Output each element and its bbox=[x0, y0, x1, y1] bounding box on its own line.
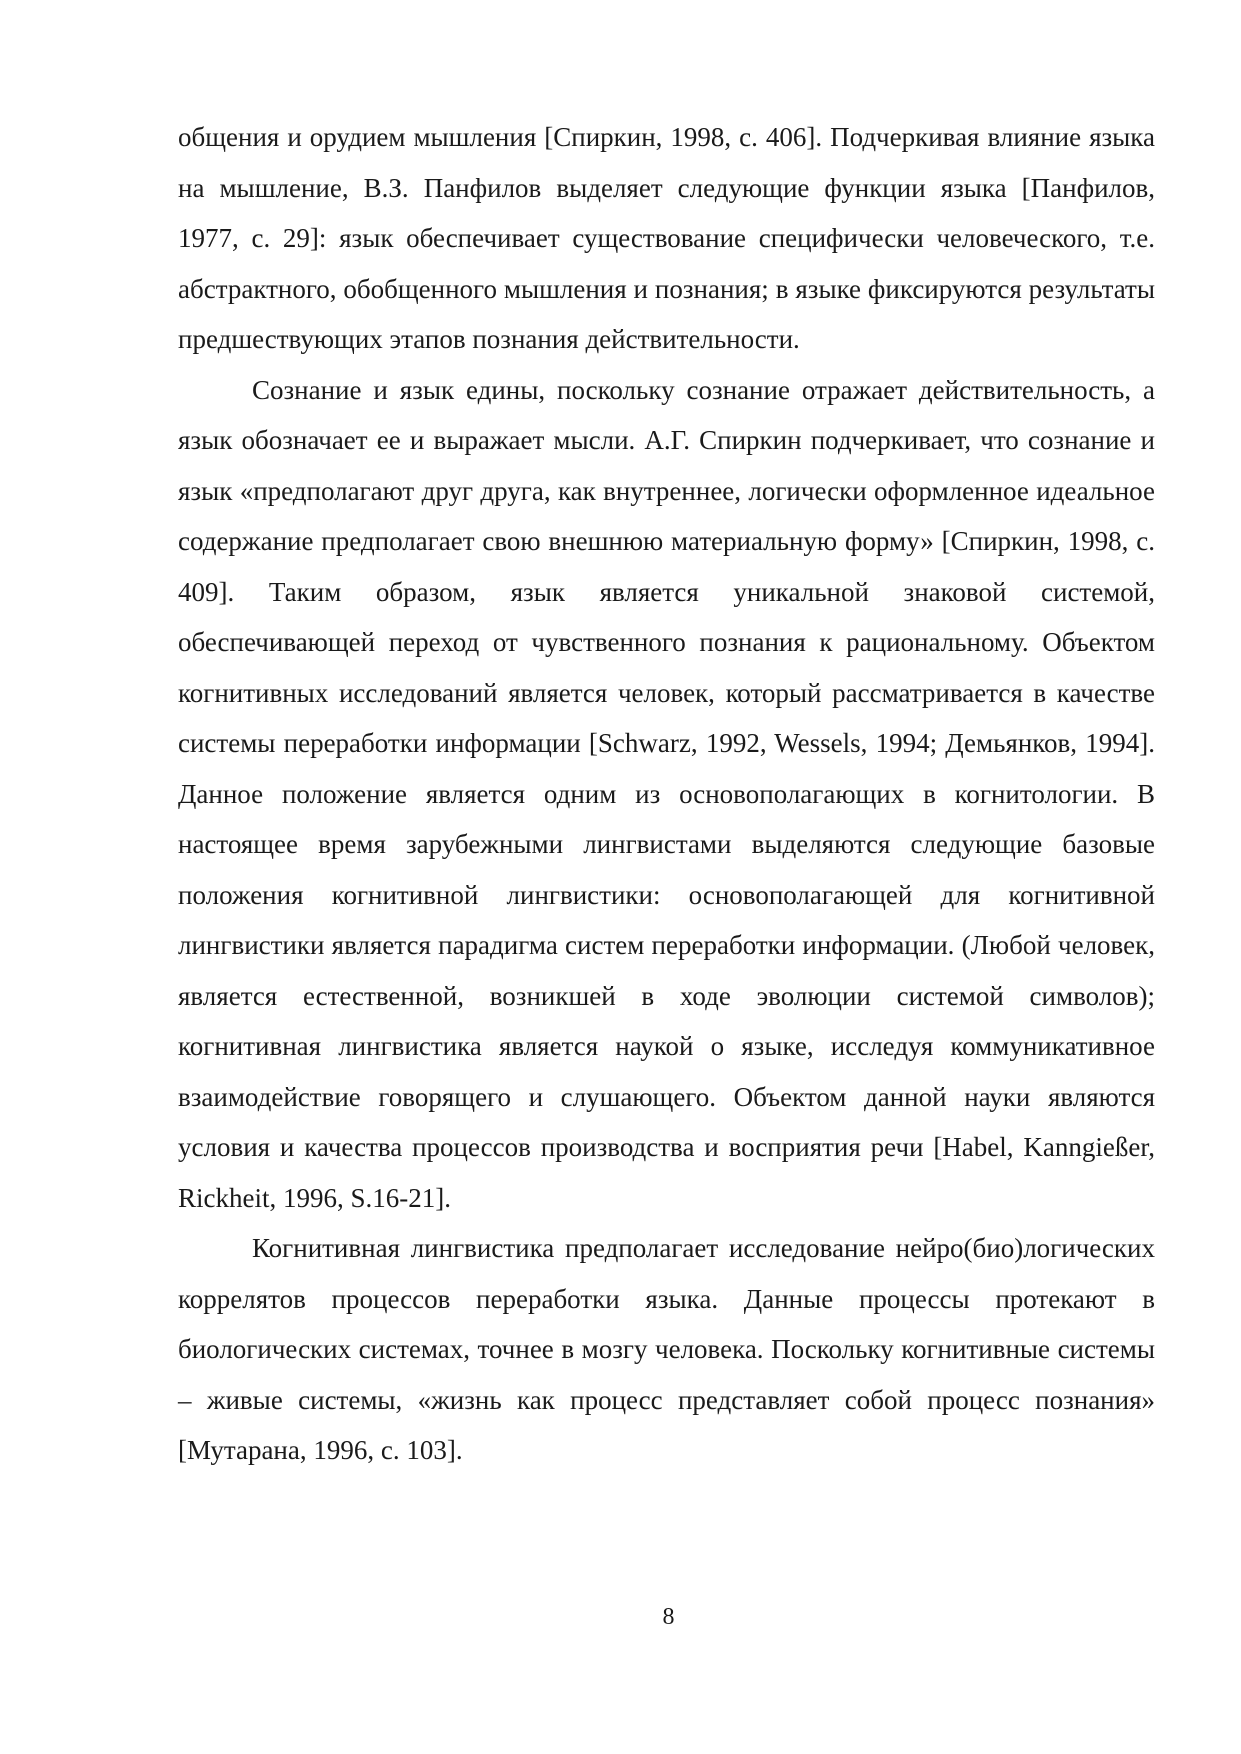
paragraph-1: общения и орудием мышления [Спиркин, 1998, с. 406]. Подчеркивая влияние языка на мышление, В.З. Панфилов выделяет следующие функции языка [Панфилов, 1977, с. 29]: язык обеспечивает существование специфически человеческого, т.е. абстрактного, обобщенного мышления и познания; в языке фиксируются результаты предшествующих этапов познания действительности. bbox=[178, 122, 1155, 354]
paragraph-2: Сознание и язык едины, поскольку сознание отражает действительность, а язык обозначает ее и выражает мысли. А.Г. Спиркин подчеркивает, что сознание и язык «предполагают друг друга, как внутреннее, логически оформленное идеальное содержание предполагает свою внешнюю материальную форму» [Спиркин, 1998, с. 409]. Таким образом, язык является уникальной знаковой системой, обеспечивающей переход от чувственного познания к рациональному. Объектом когнитивных исследований является человек, который рассматривается в качестве системы переработки информации [Schwarz, 1992, Wessels, 1994; Демьянков, 1994]. Данное положение является одним из основополагающих в когнитологии. В настоящее время зарубежными лингвистами выделяются следующие базовые положения когнитивной лингвистики: основополагающей для когнитивной лингвистики является парадигма систем переработки информации. (Любой человек, является естественной, возникшей в ходе эволюции системой символов); когнитивная лингвистика является наукой о языке, исследуя коммуникативное взаимодействие говорящего и слушающего. Объектом данной науки являются условия и качества процессов производства и восприятия речи [Habel, Kanngießer, Rickheit, 1996, S.16-21]. bbox=[178, 374, 1155, 1213]
paragraph-3: Когнитивная лингвистика предполагает исследование нейро(био)логических коррелятов процессов переработки языка. Данные процессы протекают в биологических системах, точнее в мозгу человека. Поскольку когнитивные системы – живые системы, «жизнь как процесс представляет собой процесс познания» [Мутарана, 1996, с. 103]. bbox=[178, 1233, 1155, 1465]
body-text bbox=[178, 112, 1155, 1476]
page-number: 8 bbox=[662, 1604, 675, 1630]
